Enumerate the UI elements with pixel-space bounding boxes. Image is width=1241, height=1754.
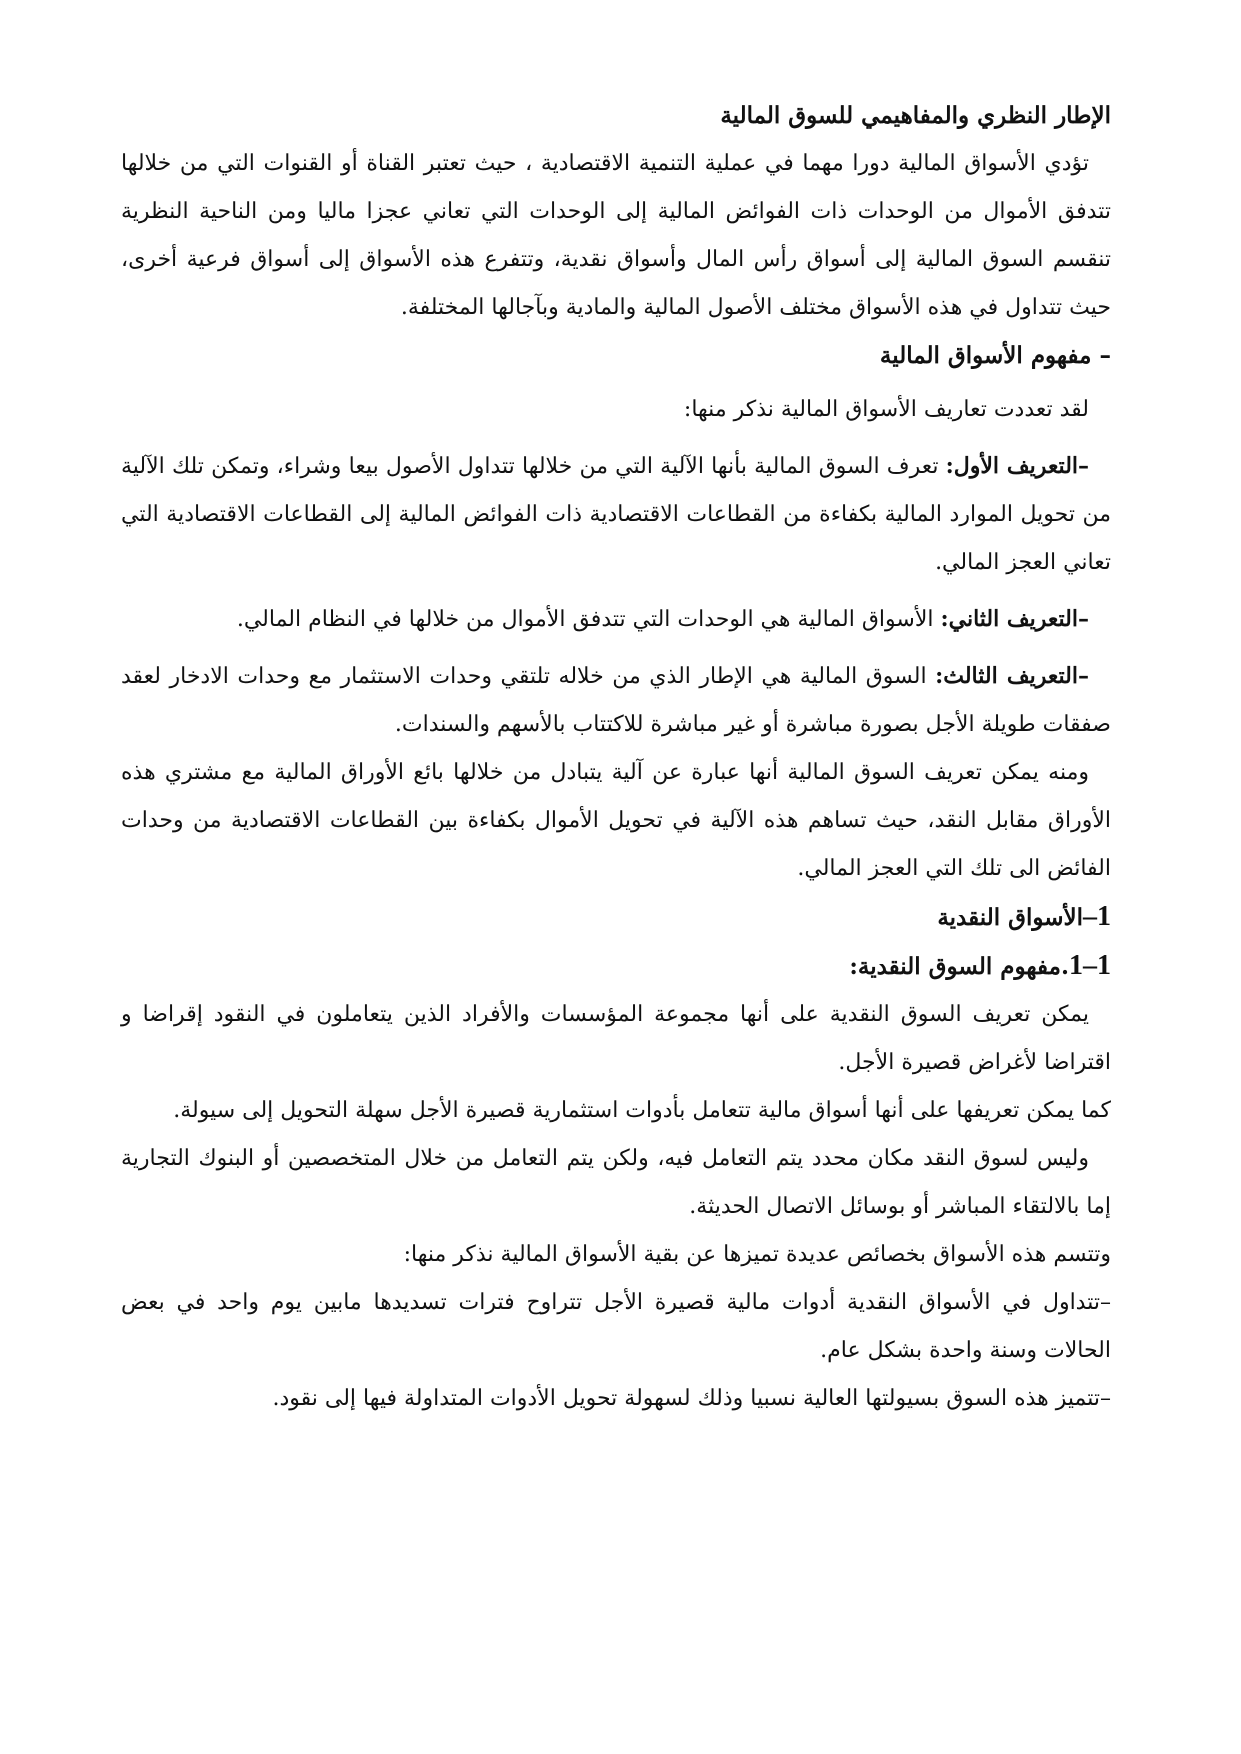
money-market-definition-2: كما يمكن تعريفها على أنها أسواق مالية تتعامل بأدوات استثمارية قصيرة الأجل سهلة التحويل إلى سيولة.: [173, 1098, 1111, 1123]
money-market-definition-1: يمكن تعريف السوق النقدية على أنها مجموعة المؤسسات والأفراد الذين يتعاملون في النقود إقراضا و اقتراضا لأغراض قصيرة الأجل.: [121, 1002, 1111, 1075]
definition-1: [121, 442, 1111, 587]
money-market-place: وليس لسوق النقد مكان محدد يتم التعامل فيه، ولكن يتم التعامل من خلال المتخصصين أو البنوك التجارية إما بالالتقاء المباشر أو بوسائل الاتصال الحديثة.: [121, 1146, 1111, 1219]
summary-paragraph: ومنه يمكن تعريف السوق المالية أنها عبارة عن آلية يتبادل من خلالها بائع الأوراق المالية مع مشتري هذه الأوراق مقابل النقد، حيث تساهم هذه الآلية في تحويل الأموال بكفاءة بين القطاعات الاقتصادية من وحدات الفائض الى تلك التي العجز المالي.: [121, 760, 1111, 881]
concept-heading: – مفهوم الأسواق المالية: [879, 342, 1111, 369]
definition-2-label: –التعريف الثاني:: [940, 606, 1089, 632]
feature-item-2: –تتميز هذه السوق بسيولتها العالية نسبيا وذلك لسهولة تحويل الأدوات المتداولة فيها إلى نقود.: [272, 1386, 1111, 1411]
definition-1-text: تعرف السوق المالية بأنها الآلية التي من خلالها تتداول الأصول بيعا وشراء، وتمكن تلك الآلية من تحويل الموارد المالية بكفاءة من القطاعات الاقتصادية ذات الفوائض المالية إلى القطاعات الاقتصادية التي تعاني العجز المالي.: [121, 454, 1111, 575]
section-1-1-number: 1–1: [1069, 950, 1111, 981]
section-1-number: 1–: [1083, 901, 1111, 932]
section-1-title: الأسواق النقدية: [937, 904, 1083, 931]
section-1-1-title: .مفهوم السوق النقدية:: [849, 953, 1069, 980]
intro-paragraph: تؤدي الأسواق المالية دورا مهما في عملية التنمية الاقتصادية ، حيث تعتبر القناة أو القنوات التي من خلالها تتدفق الأموال من الوحدات ذات الفوائض المالية إلى الوحدات التي تعاني عجزا ماليا ومن الناحية النظرية تنقسم السوق المالية إلى أسواق رأس المال وأسواق نقدية، وتتفرع هذه الأسواق إلى أسواق فرعية أخرى، حيث تتداول في هذه الأسواق مختلف الأصول المالية والمادية وبآجالها المختلفة.: [121, 151, 1111, 320]
document-page: [121, 92, 1111, 1423]
definition-2: [121, 595, 1111, 644]
definition-3-text: السوق المالية هي الإطار الذي من خلاله تلتقي وحدات الاستثمار مع وحدات الادخار لعقد صفقات طويلة الأجل بصورة مباشرة أو غير مباشرة للاكتتاب بالأسهم والسندات.: [121, 664, 1111, 737]
section-1-heading: [121, 893, 1111, 942]
feature-item-1: –تتداول في الأسواق النقدية أدوات مالية قصيرة الأجل تتراوح فترات تسديدها مابين يوم واحد في بعض الحالات وسنة واحدة بشكل عام.: [121, 1290, 1111, 1363]
section-1-1-heading: [121, 942, 1111, 991]
definition-3: [121, 652, 1111, 749]
definition-1-label: –التعريف الأول:: [945, 453, 1090, 479]
definition-2-text: الأسواق المالية هي الوحدات التي تتدفق الأموال من خلالها في النظام المالي.: [236, 607, 941, 632]
features-intro: وتتسم هذه الأسواق بخصائص عديدة تميزها عن بقية الأسواق المالية نذكر منها:: [403, 1242, 1111, 1267]
definition-3-label: –التعريف الثالث:: [935, 663, 1089, 689]
definitions-intro: لقد تعددت تعاريف الأسواق المالية نذكر منها:: [683, 397, 1089, 422]
page-title: الإطار النظري والمفاهيمي للسوق المالية: [720, 102, 1111, 129]
